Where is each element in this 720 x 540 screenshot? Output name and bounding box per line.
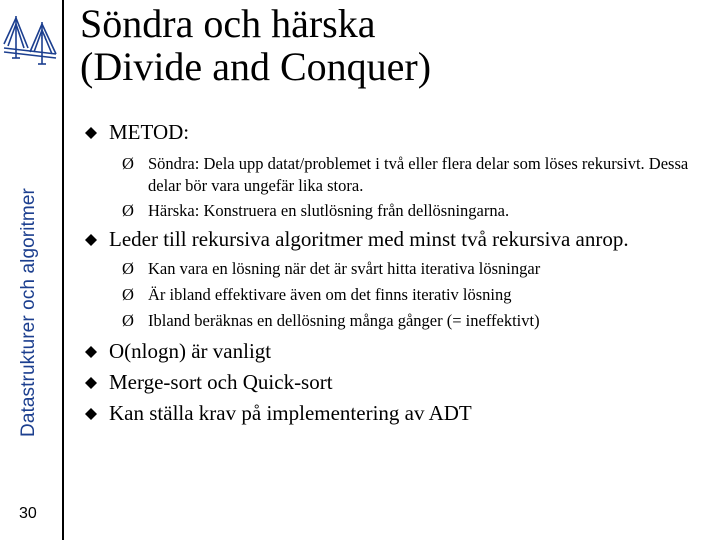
bullet-text: Kan ställa krav på implementering av ADT: [109, 401, 472, 425]
slide-number: 30: [19, 505, 37, 522]
bullet-text: Leder till rekursiva algoritmer med minst två rekursiva anrop.: [109, 227, 629, 251]
sub-bullet-text: Härska: Konstruera en slutlösning från dellösningarna.: [148, 201, 510, 220]
arrow-bullet-icon: Ø: [122, 259, 134, 278]
diamond-bullet-icon: [85, 377, 97, 389]
sub-bullet-text: Kan vara en lösning när det är svårt hitta iterativa lösningar: [148, 259, 541, 278]
bullet-text: O(nlogn) är vanligt: [109, 339, 272, 363]
arrow-bullet-icon: Ø: [122, 201, 134, 220]
slide-title: [80, 2, 431, 88]
slide-title-line-1: Söndra och härska: [80, 1, 376, 46]
diamond-bullet-icon: [85, 127, 97, 139]
arrow-bullet-icon: Ø: [122, 154, 134, 173]
bullet-text: METOD:: [109, 120, 190, 144]
arrow-bullet-icon: Ø: [122, 311, 134, 330]
vertical-course-title: Datastrukturer och algoritmer: [18, 188, 39, 437]
arrow-bullet-icon: Ø: [122, 285, 134, 304]
diamond-bullet-icon: [85, 408, 97, 420]
bullet-text: Merge-sort och Quick-sort: [109, 370, 333, 394]
sub-bullet-text: Söndra: Dela upp datat/problemet i två eller flera delar som löses rekursivt. Dessa delar bör vara ungefär lika stora.: [148, 154, 689, 195]
sub-bullet-text: Ibland beräknas en dellösning många gånger (= ineffektivt): [148, 311, 540, 330]
bridge-logo-icon: [2, 14, 58, 72]
svg-text:⌇⌇: ⌇⌇: [40, 35, 47, 42]
slide-title-line-2: (Divide and Conquer): [80, 44, 432, 89]
diamond-bullet-icon: [85, 346, 97, 358]
sub-bullet-text: Är ibland effektivare även om det finns iterativ lösning: [148, 285, 512, 304]
sidebar-divider: [62, 0, 64, 540]
diamond-bullet-icon: [85, 234, 97, 246]
